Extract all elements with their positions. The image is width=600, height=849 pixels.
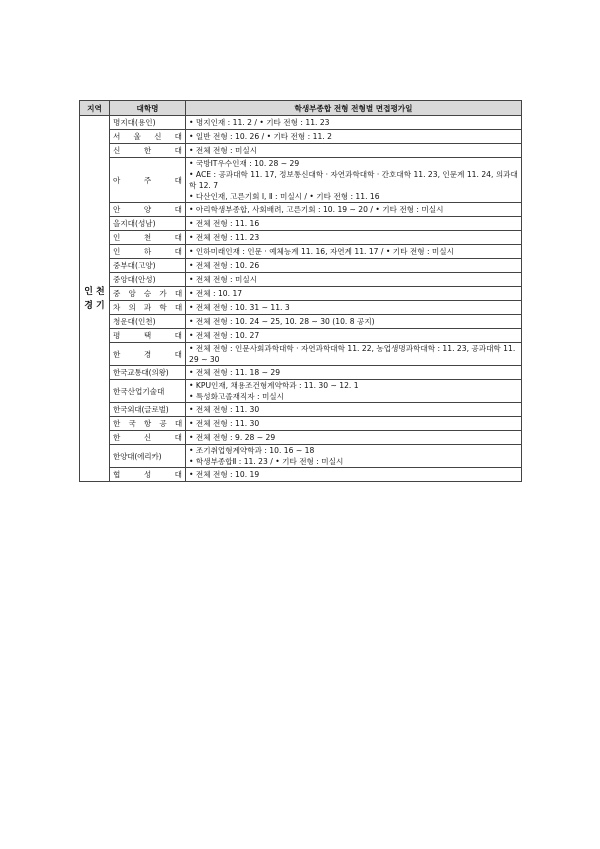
schedule-detail (186, 366, 522, 380)
schedule-line: • 아리학생부종합, 사회배려, 고른기회 : 10. 19 ~ 20 / • 기타 전형 : 미실시 (189, 205, 444, 214)
interview-schedule-table (79, 100, 522, 482)
schedule-detail (186, 203, 522, 217)
university-name: 평 택 대 (110, 329, 186, 343)
table-row (80, 144, 522, 158)
schedule-detail (186, 315, 522, 329)
schedule-detail (186, 431, 522, 445)
schedule-line: • 전체 전형 : 11. 18 ~ 29 (189, 368, 281, 377)
schedule-line: • 국방IT우수인재 : 10. 28 ~ 29 (189, 159, 300, 168)
schedule-line: • 전체 전형 : 10. 19 (189, 470, 260, 479)
schedule-detail (186, 158, 522, 203)
schedule-detail (186, 130, 522, 144)
table-row (80, 273, 522, 287)
schedule-detail (186, 116, 522, 130)
university-name: 한 신 대 (110, 431, 186, 445)
header-university: 대학명 (110, 101, 186, 116)
schedule-detail (186, 273, 522, 287)
table-row (80, 468, 522, 482)
schedule-line: • 전체 전형 : 11. 30 (189, 419, 260, 428)
schedule-detail (186, 245, 522, 259)
table-row (80, 343, 522, 366)
schedule-line: • 전체 전형 : 10. 26 (189, 261, 260, 270)
university-name: 중 앙 승 가 대 (110, 287, 186, 301)
table-row (80, 259, 522, 273)
table-body (80, 116, 522, 482)
table-row (80, 158, 522, 203)
schedule-detail (186, 380, 522, 403)
schedule-line: • 전체 전형 : 10. 24 ~ 25, 10. 28 ~ 30 (10. 8 공지) (189, 317, 375, 326)
schedule-line: • 다산인재, 고른기회 Ⅰ, Ⅱ : 미실시 / • 기타 전형 : 11. 16 (189, 192, 380, 201)
schedule-line: • 전체 전형 : 11. 16 (189, 219, 260, 228)
schedule-detail (186, 301, 522, 315)
schedule-detail (186, 231, 522, 245)
table-row (80, 445, 522, 468)
schedule-detail (186, 329, 522, 343)
table-row (80, 366, 522, 380)
table-row (80, 329, 522, 343)
university-name: 명지대(용인) (110, 116, 186, 130)
table-row (80, 417, 522, 431)
schedule-detail (186, 445, 522, 468)
schedule-line: • 인하미래인재 : 인문 · 예체능계 11. 16, 자연계 11. 17 / • 기타 전형 : 미실시 (189, 247, 454, 256)
table-row (80, 116, 522, 130)
header-region: 지역 (80, 101, 110, 116)
schedule-detail (186, 217, 522, 231)
table-row (80, 217, 522, 231)
schedule-detail (186, 403, 522, 417)
university-name: 아 주 대 (110, 158, 186, 203)
university-name: 한양대(에리카) (110, 445, 186, 468)
schedule-line: • 전체 전형 : 10. 27 (189, 331, 260, 340)
schedule-detail (186, 287, 522, 301)
university-name: 청운대(인천) (110, 315, 186, 329)
university-name: 인 하 대 (110, 245, 186, 259)
university-name: 한국산업기술대 (110, 380, 186, 403)
table-header-row (80, 101, 522, 116)
university-name: 인 천 대 (110, 231, 186, 245)
schedule-line: • 전체 전형 : 미실시 (189, 146, 258, 155)
schedule-detail (186, 468, 522, 482)
table-row (80, 231, 522, 245)
table-row (80, 245, 522, 259)
university-name: 협 성 대 (110, 468, 186, 482)
region-line-1: 인 천 (84, 286, 105, 297)
university-name: 차 의 과 학 대 (110, 301, 186, 315)
university-name: 신 한 대 (110, 144, 186, 158)
schedule-line: • 전체 전형 : 11. 23 (189, 233, 260, 242)
schedule-line: • 전체 전형 : 인문사회과학대학 · 자연과학대학 11. 22, 농업생명과학대학 : 11. 23, 공과대학 11. 29 ~ 30 (189, 344, 516, 364)
university-name: 한 경 대 (110, 343, 186, 366)
schedule-line: • 학생부종합Ⅱ : 11. 23 / • 기타 전형 : 미실시 (189, 457, 344, 466)
schedule-detail (186, 259, 522, 273)
table-row (80, 301, 522, 315)
schedule-line: • 명지인재 : 11. 2 / • 기타 전형 : 11. 23 (189, 118, 330, 127)
region-cell (80, 116, 110, 482)
schedule-line: • 전체 전형 : 10. 31 ~ 11. 3 (189, 303, 290, 312)
university-name: 한국교통대(의왕) (110, 366, 186, 380)
schedule-line: • 특성화고졸재직자 : 미실시 (189, 392, 284, 401)
table-row (80, 287, 522, 301)
schedule-line: • 일반 전형 : 10. 26 / • 기타 전형 : 11. 2 (189, 132, 332, 141)
university-name: 한국외대(글로벌) (110, 403, 186, 417)
university-name: 을지대(성남) (110, 217, 186, 231)
header-schedule: 학생부종합 전형 전형별 면접평가일 (186, 101, 522, 116)
schedule-detail (186, 144, 522, 158)
university-name: 안 양 대 (110, 203, 186, 217)
region-line-2: 경 기 (84, 300, 105, 311)
table-row (80, 203, 522, 217)
table-row (80, 130, 522, 144)
schedule-detail (186, 343, 522, 366)
table-row (80, 315, 522, 329)
university-name: 중앙대(안성) (110, 273, 186, 287)
schedule-line: • 전체 : 10. 17 (189, 289, 243, 298)
schedule-line: • 전체 전형 : 9. 28 ~ 29 (189, 433, 276, 442)
university-name: 서 울 신 대 (110, 130, 186, 144)
table-row (80, 431, 522, 445)
schedule-line: • KPU인재, 채용조건형계약학과 : 11. 30 ~ 12. 1 (189, 381, 359, 390)
university-name: 한 국 항 공 대 (110, 417, 186, 431)
schedule-detail (186, 417, 522, 431)
schedule-line: • 전체 전형 : 미실시 (189, 275, 258, 284)
schedule-line: • 조기취업형계약학과 : 10. 16 ~ 18 (189, 446, 315, 455)
table-row (80, 380, 522, 403)
university-name: 중부대(고양) (110, 259, 186, 273)
schedule-line: • 전체 전형 : 11. 30 (189, 405, 260, 414)
schedule-line: • ACE : 공과대학 11. 17, 정보통신대학 · 자연과학대학 · 간호대학 11. 23, 인문계 11. 24, 의과대학 12. 7 (189, 170, 518, 190)
table-row (80, 403, 522, 417)
